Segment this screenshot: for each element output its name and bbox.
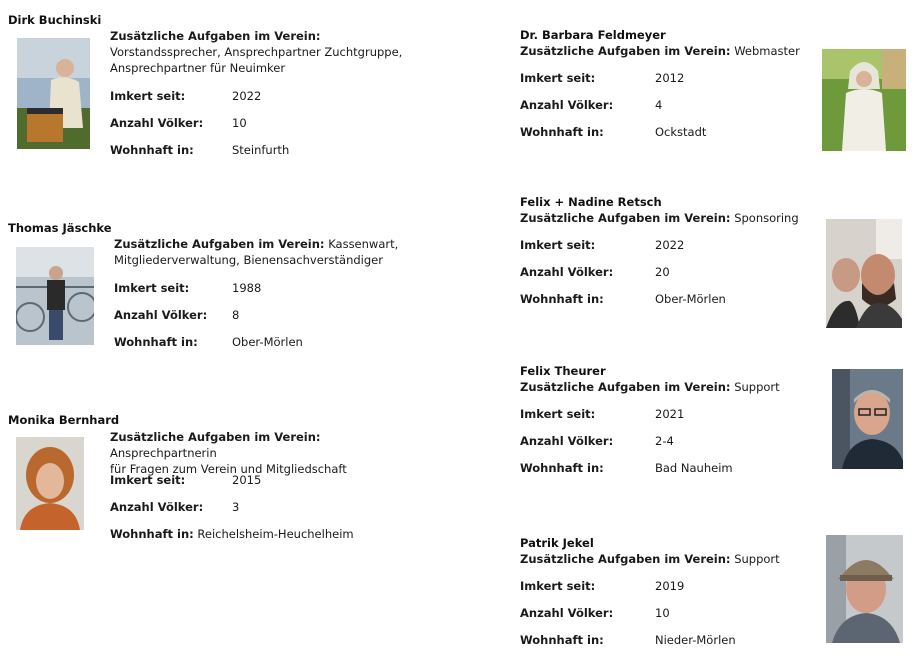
tasks-value-2: Ansprechpartner für Neuimker bbox=[110, 61, 286, 75]
since-value: 1988 bbox=[232, 281, 262, 295]
member-photo bbox=[826, 535, 903, 643]
tasks-value-1: Kassenwart, bbox=[328, 237, 399, 251]
residence-value: Nieder-Mörlen bbox=[655, 633, 736, 647]
since-label: Imkert seit bbox=[114, 281, 185, 295]
colonies-label: Anzahl Völker bbox=[110, 116, 199, 130]
since-value: 2019 bbox=[655, 579, 685, 593]
tasks-value-1: Vorstandssprecher, Ansprechpartner Zuchtgruppe, bbox=[110, 45, 403, 59]
residence-value: Steinfurth bbox=[232, 143, 290, 157]
since-label: Imkert seit bbox=[520, 407, 591, 421]
since-value: 2015 bbox=[232, 473, 262, 487]
residence-label: Wohnhaft in bbox=[114, 335, 194, 349]
colonies-label: Anzahl Völker bbox=[520, 606, 609, 620]
member-photo bbox=[826, 219, 902, 328]
tasks-label: Zusätzliche Aufgaben im Verein bbox=[520, 380, 726, 394]
residence-label: Wohnhaft in bbox=[520, 461, 600, 475]
colonies-value: 4 bbox=[655, 98, 663, 112]
residence-label: Wohnhaft in bbox=[110, 143, 190, 157]
member-photo bbox=[16, 437, 84, 530]
member-photo bbox=[17, 38, 90, 149]
since-label: Imkert seit bbox=[520, 71, 591, 85]
residence-value: Ober-Mörlen bbox=[655, 292, 726, 306]
since-value: 2021 bbox=[655, 407, 685, 421]
residence-value: Bad Nauheim bbox=[655, 461, 733, 475]
tasks-value-2: Mitgliederverwaltung, Bienensachverständiger bbox=[114, 253, 383, 267]
tasks-label: Zusätzliche Aufgaben im Verein bbox=[520, 44, 726, 58]
residence-value: Ober-Mörlen bbox=[232, 335, 303, 349]
member-photo bbox=[832, 369, 903, 469]
tasks-value: Sponsoring bbox=[734, 211, 799, 225]
residence-value: Reichelsheim-Heuchelheim bbox=[197, 527, 354, 541]
since-value: 2022 bbox=[232, 89, 262, 103]
colonies-label: Anzahl Völker bbox=[110, 500, 199, 514]
residence-label: Wohnhaft in bbox=[520, 633, 600, 647]
residence-label: Wohnhaft in bbox=[110, 527, 190, 541]
tasks-value: Support bbox=[734, 380, 780, 394]
residence-label: Wohnhaft in bbox=[520, 292, 600, 306]
tasks-label: Zusätzliche Aufgaben im Verein bbox=[110, 430, 316, 444]
tasks-label: Zusätzliche Aufgaben im Verein bbox=[110, 29, 316, 43]
member-name: Dr. Barbara Feldmeyer bbox=[520, 28, 666, 42]
tasks-label: Zusätzliche Aufgaben im Verein bbox=[520, 211, 726, 225]
colonies-value: 10 bbox=[655, 606, 670, 620]
since-label: Imkert seit bbox=[110, 473, 181, 487]
colonies-value: 2-4 bbox=[655, 434, 674, 448]
colonies-value: 20 bbox=[655, 265, 670, 279]
member-name: Monika Bernhard bbox=[8, 413, 120, 427]
tasks-value: Webmaster bbox=[734, 44, 800, 58]
member-photo bbox=[822, 49, 906, 151]
member-name: Dirk Buchinski bbox=[8, 13, 102, 27]
tasks-label: Zusätzliche Aufgaben im Verein bbox=[520, 552, 726, 566]
member-name: Thomas Jäschke bbox=[8, 221, 112, 235]
since-label: Imkert seit bbox=[110, 89, 181, 103]
member-name: Felix Theurer bbox=[520, 364, 606, 378]
tasks-label: Zusätzliche Aufgaben im Verein bbox=[114, 237, 320, 251]
colonies-label: Anzahl Völker bbox=[520, 434, 609, 448]
colonies-label: Anzahl Völker bbox=[520, 98, 609, 112]
member-photo bbox=[16, 247, 94, 345]
member-name: Felix + Nadine Retsch bbox=[520, 195, 662, 209]
colonies-value: 10 bbox=[232, 116, 247, 130]
tasks-value: Support bbox=[734, 552, 780, 566]
tasks-value-1: Ansprechpartnerin bbox=[110, 446, 217, 460]
colonies-value: 3 bbox=[232, 500, 240, 514]
since-value: 2022 bbox=[655, 238, 685, 252]
since-label: Imkert seit bbox=[520, 238, 591, 252]
residence-value: Ockstadt bbox=[655, 125, 707, 139]
colonies-value: 8 bbox=[232, 308, 240, 322]
tasks-value-2: für Fragen zum Verein und Mitgliedschaft bbox=[110, 462, 347, 476]
colonies-label: Anzahl Völker bbox=[114, 308, 203, 322]
colonies-label: Anzahl Völker bbox=[520, 265, 609, 279]
since-value: 2012 bbox=[655, 71, 685, 85]
since-label: Imkert seit bbox=[520, 579, 591, 593]
residence-label: Wohnhaft in bbox=[520, 125, 600, 139]
member-name: Patrik Jekel bbox=[520, 536, 594, 550]
